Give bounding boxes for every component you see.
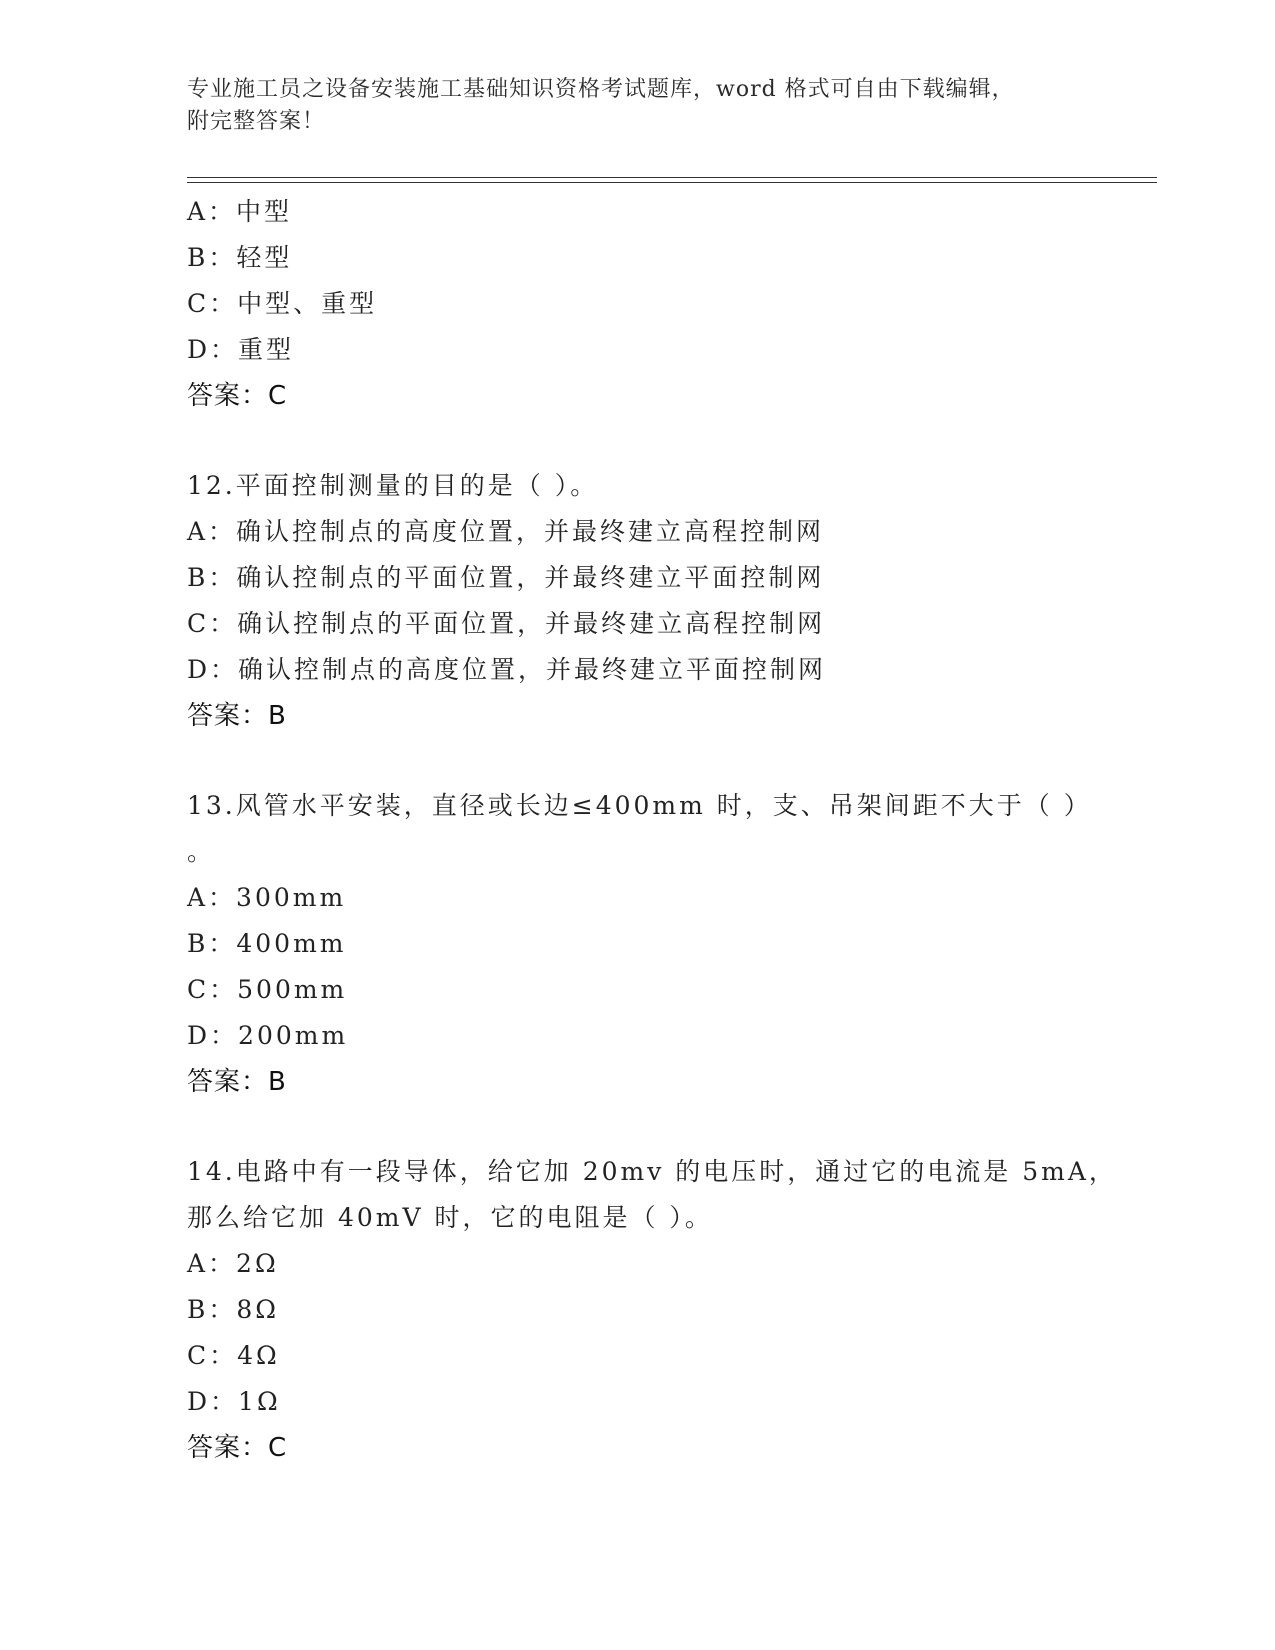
option-a: A：中型 [187,197,293,226]
question-11 [187,189,1087,419]
option-b: B：轻型 [187,243,293,272]
document-header [187,74,1067,138]
option-c: C：4Ω [187,1341,280,1370]
option-c: C：中型、重型 [187,289,378,318]
question-title-line-1: 13.风管水平安装，直径或长边≤400mm 时，支、吊架间距不大于（ ） [187,791,1092,820]
option-a: A：2Ω [187,1249,279,1278]
answer-text: 答案：B [187,701,287,731]
option-a: A：确认控制点的高度位置，并最终建立高程控制网 [187,517,825,546]
option-a: A：300mm [187,883,347,912]
question-14 [187,1149,1117,1471]
option-d: D：1Ω [187,1387,281,1416]
question-content [187,189,1117,1471]
header-text-line-2: 附完整答案！ [187,109,326,134]
option-b: B：确认控制点的平面位置，并最终建立平面控制网 [187,563,825,592]
option-d: D：200mm [187,1021,349,1050]
option-d: D：确认控制点的高度位置，并最终建立平面控制网 [187,655,827,684]
option-b: B：400mm [187,929,347,958]
option-c: C：500mm [187,975,348,1004]
question-title-line-2: 那么给它加 40mV 时，它的电阻是（ ）。 [187,1203,713,1232]
header-text-line-1: 专业施工员之设备安装施工基础知识资格考试题库，word 格式可自由下载编辑， [187,77,1015,102]
answer-text: 答案：C [187,1433,288,1463]
header-divider-top [187,177,1157,178]
header-divider-bottom [187,182,1157,183]
answer-text: 答案：C [187,381,288,411]
question-12 [187,463,1087,739]
question-title: 12.平面控制测量的目的是（ ）。 [187,471,599,500]
question-title-line-1: 14.电路中有一段导体，给它加 20mv 的电压时，通过它的电流是 5mA， [187,1157,1117,1186]
question-title-line-2: 。 [187,837,216,866]
question-13 [187,783,1092,1105]
option-d: D：重型 [187,335,295,364]
answer-text: 答案：B [187,1067,287,1097]
option-c: C：确认控制点的平面位置，并最终建立高程控制网 [187,609,826,638]
option-b: B：8Ω [187,1295,280,1324]
